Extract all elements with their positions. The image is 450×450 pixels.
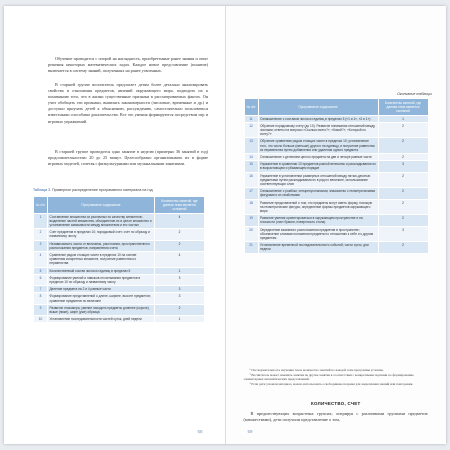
row-count: 3 <box>155 274 205 285</box>
footnote-1: ¹ Последовательность изучения тем и количество занятий по каждой теме программы условны. <box>249 368 384 372</box>
row-content: Обучение сравнению рядом стоящих чисел в пределах 10; установление того, что число больше (меньше) другого на единицу, и получение равенства из неравенства путем добавления или удаления одного предмета <box>258 138 378 154</box>
right-page <box>226 6 447 444</box>
row-content: Счет предметов в пределах 10; порядковый счет; счет по образцу и названному числу <box>48 229 155 240</box>
row-number: 13 <box>244 138 258 154</box>
row-content: Количественный состав числа из единиц в пределах 5 <box>48 267 155 274</box>
table-row <box>244 154 428 161</box>
row-count: 2 <box>378 215 428 226</box>
table-row <box>34 252 205 268</box>
table-caption-label: Таблица 3. <box>33 188 52 192</box>
row-number: 16 <box>244 172 258 188</box>
table-body-left <box>34 213 205 323</box>
table-row <box>34 286 205 293</box>
section-title: КОЛИЧЕСТВО, СЧЕТ <box>311 401 361 406</box>
row-content: Сравнение рядом стоящих чисел в пределах 10 на основе сравнения конкретных множеств, получение равенства из неравенства <box>48 252 155 268</box>
left-paragraph-1: Обучение проводится с опорой на наглядность, приобретенные ранее знания и опыт решения некоторых математических задач. Каждое новое представление (понятие) включается в систему знаний, полученных на ранее усвоенных. <box>48 56 208 74</box>
row-number: 10 <box>34 316 48 323</box>
footnote-2: ² Воспитатель может заменить занятия на другие занятия в соответствии с конкретными задачами по формированию элементарных математических представлений. <box>243 373 414 382</box>
table-row <box>34 304 205 315</box>
footnote-3: ³ Если дети усвоили материал, можно использовать освободившееся время для закрепления знаний или повторения. <box>249 382 414 387</box>
row-number: 5 <box>34 267 48 274</box>
table-row <box>34 293 205 304</box>
header-count: Количество занятий, где данная тема является основной <box>155 197 205 214</box>
row-content: Ознакомление с составом числа из единиц в пределах 5 («1 и 1», «2 и 1») <box>258 115 378 122</box>
table-row <box>34 267 205 274</box>
header-num: № п/п <box>244 99 258 116</box>
row-count: 1 <box>378 115 428 122</box>
row-number: 21 <box>244 242 258 253</box>
row-count: 3 <box>378 226 428 242</box>
row-content: Ознакомление с делением целого предмета на две и четыре равные части <box>258 154 378 161</box>
row-content: Развитие представлений о том, что предметы могут иметь форму, похожую на геометрические фигуры; определение формы предметов окружающего мира <box>258 199 378 215</box>
table-row <box>244 226 428 242</box>
row-count: 2 <box>155 240 205 251</box>
program-table-right <box>244 98 429 254</box>
page-number-left: 58 <box>197 429 203 434</box>
row-count: 1 <box>155 267 205 274</box>
row-number: 14 <box>244 154 258 161</box>
left-page <box>4 6 226 444</box>
table-row <box>34 274 205 285</box>
left-paragraph-2: В старшей группе воспитатель предлагает детям более детально анализировать свойства и отношения предметов, явлений окружающего мира, подводить их к пониманию того, что в жизни существенные признаки в рассматриваемых фактах. Он учит обобщать эти признаки, выявлять закономерности (числовые, временные и др.) и доступно приучать детей к объяснению, рассуждению, самостоятельно пользоваться известными способами доказательства. Все это умения формируются посредством игр и игровых упражнений. <box>48 82 208 124</box>
book-spread <box>4 6 446 444</box>
row-count: 2 <box>378 199 428 215</box>
row-number: 17 <box>244 188 258 199</box>
row-count: 2 <box>378 188 428 199</box>
table-caption <box>33 188 213 192</box>
row-count: 2 <box>378 172 428 188</box>
program-table-left <box>33 196 205 323</box>
table-row <box>244 172 428 188</box>
section-text: В предшествующих возрастных группах, оперируя с различными группами предметов (множествами), дети получили представление о том, <box>243 411 428 422</box>
footnotes <box>244 368 428 387</box>
row-count: 2 <box>155 229 205 240</box>
header-content: Программное содержание <box>258 99 378 116</box>
table-row <box>244 215 428 226</box>
table-row <box>244 122 428 138</box>
row-content: Развитие глазомера, умение находить предметы длиннее (короче), выше (ниже), шире (уже) образца <box>48 304 155 315</box>
row-number: 8 <box>34 293 48 304</box>
row-count: 2 <box>378 154 428 161</box>
row-content: Ознакомление с ромбом, четырехугольником; знакомство с геометрическими фигурами и их свойствами <box>258 188 378 199</box>
table-caption-text: Примерное распределение программного материала на год <box>52 188 153 192</box>
table-row <box>244 161 428 172</box>
page-number-right: 59 <box>247 429 253 434</box>
row-content: Упражнение в установлении размерных отношений между пятью-десятью предметами путем раскладывания их в ряд по величине, использование соответствующих слов <box>258 172 378 188</box>
row-content: Обучение порядковому счету (до 10). Развитие понимания отношений между числами; ответы на вопросы «Сколько всего?», «Какой?», «Который по счету?» <box>258 122 378 138</box>
left-paragraph-3: В старшей группе проводится одно занятие в неделю (примерно 36 занятий в год) продолжительностью 20 до 25 минут. Целесообразно организовывать их в форме игровых моделей, сочетая с физкультурными или музыкальными занятиями. <box>48 149 208 167</box>
row-content: Формирование представлений о длине, ширине, высоте предметов; сравнение предметов по величине <box>48 293 155 304</box>
table-row <box>244 199 428 215</box>
row-count: 3 <box>155 293 205 304</box>
table-body-right <box>244 115 428 253</box>
table-row <box>34 240 205 251</box>
row-count: 3 <box>378 161 428 172</box>
row-count: 2 <box>378 138 428 154</box>
row-count: 2 <box>378 242 428 253</box>
row-content: Определение взаимного расположения предметов в пространстве; обозначение словами положения предмета по отношению к себе и к другим предметам <box>258 226 378 242</box>
row-content: Установление последовательности частей суток, дней недели <box>48 316 155 323</box>
table-row <box>244 115 428 122</box>
row-content: Независимость числа от величины, расстояния, пространственного расположения предметов, направления счета <box>48 240 155 251</box>
row-count: 4 <box>155 213 205 229</box>
row-count: 2 <box>155 304 205 315</box>
table-caption-continued: Окончание таблицы <box>397 92 432 96</box>
row-number: 12 <box>244 122 258 138</box>
row-number: 1 <box>34 213 48 229</box>
row-number: 11 <box>244 115 258 122</box>
row-number: 9 <box>34 304 48 315</box>
header-count: Количество занятий, где данная тема является основной <box>378 99 428 116</box>
row-content: Деление предмета на 2 и 4 равные части <box>48 286 155 293</box>
row-number: 19 <box>244 215 258 226</box>
row-number: 18 <box>244 199 258 215</box>
table-row <box>34 229 205 240</box>
table-header-row <box>34 197 205 214</box>
table-row <box>34 316 205 323</box>
row-content: Упражнение в сравнении 10 предметов разной величины и раскладывании их в возрастающем и убывающем порядке <box>258 161 378 172</box>
header-content: Программное содержание <box>48 197 155 214</box>
row-number: 20 <box>244 226 258 242</box>
table-row <box>244 188 428 199</box>
row-count: 2 <box>378 122 428 138</box>
row-number: 2 <box>34 229 48 240</box>
row-number: 15 <box>244 161 258 172</box>
row-count: 4 <box>155 252 205 268</box>
row-content: Составление множества из различных по качеству элементов; выделение частей множества, объединение их в целое множество и установление зависимости между множеством и его частью <box>48 213 155 229</box>
row-number: 4 <box>34 252 48 268</box>
row-count: 1 <box>155 316 205 323</box>
row-number: 7 <box>34 286 48 293</box>
row-number: 6 <box>34 274 48 285</box>
table-row <box>244 242 428 253</box>
header-num: № п/п <box>34 197 48 214</box>
table-row <box>34 213 205 229</box>
row-number: 3 <box>34 240 48 251</box>
table-header-row <box>244 99 428 116</box>
row-count: 3 <box>155 286 205 293</box>
row-content: Развитие умения ориентироваться в окружающем пространстве и на плоскости (лист бумаги, поверхность стола) <box>258 215 378 226</box>
table-row <box>244 138 428 154</box>
row-content: Формирование умений и навыков отсчитывания предметов в пределах 10 по образцу и названному числу <box>48 274 155 285</box>
row-content: Установление временной последовательности событий; части суток, дни недели <box>258 242 378 253</box>
